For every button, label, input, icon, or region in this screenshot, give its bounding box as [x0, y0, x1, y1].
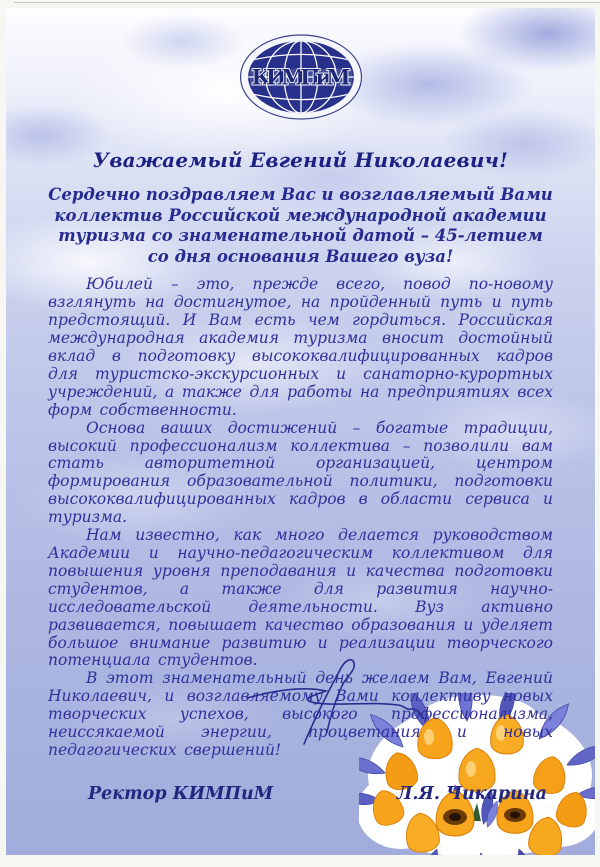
body-paragraph-2: Основа ваших достижений – богатые традиции, высокий профессионализм коллектива – позволили вам стать авторитетной организацией, центром формирования образовательной политики, подготовки высококвалифицированных кадров в области сервиса и туризма. [48, 418, 553, 527]
signature-row [48, 784, 553, 804]
letter-card [6, 8, 595, 855]
body-paragraph-1: Юбилей – это, прежде всего, повод по-новому взглянуть на достигнутое, на пройденный путь и путь предстоящий. И Вам есть чем гордиться. Российская международная академия туризма вносит достойный вклад в подготовку высококвалифицированных кадров для туристско-экскурсионных и санаторно-курортных учреждений, а также для работы на предприятиях всех форм собственности. [48, 275, 553, 419]
salutation-heading: Уважаемый Евгений Николаевич! [92, 148, 509, 172]
logo-text: КИМПиМ [250, 64, 351, 91]
signer-role: Ректор КИМПиМ [88, 783, 274, 804]
letter-content [6, 8, 595, 855]
globe-logo-icon [238, 32, 364, 122]
signer-name: Л.Я. Чикарина [396, 783, 547, 804]
body-paragraph-4: В этот знаменательный день желаем Вам, Евгений Николаевич, и возглавляемому Вами коллективу новых творческих успехов, высокого профессионализма, неиссякаемой энергии, процветания и новых педагогических свершений! [48, 669, 553, 759]
body-paragraph-3: Нам известно, как много делается руководством Академии и научно-педагогическим коллективом для повышения уровня преподавания и качества подготовки студентов, а также для развития научно-исследовательской деятельности. Вуз активно развивается, повышает качество образования и уделяет большое внимание развитию и реализации творческого потенциала студентов. [48, 526, 553, 670]
intro-paragraph: Сердечно поздравляем Вас и возглавляемый Вами коллектив Российской международной академии туризма со знаменательной датой – 45-летием со дня основания Вашего вуза! [48, 185, 553, 266]
scan-edge-line [14, 2, 600, 3]
